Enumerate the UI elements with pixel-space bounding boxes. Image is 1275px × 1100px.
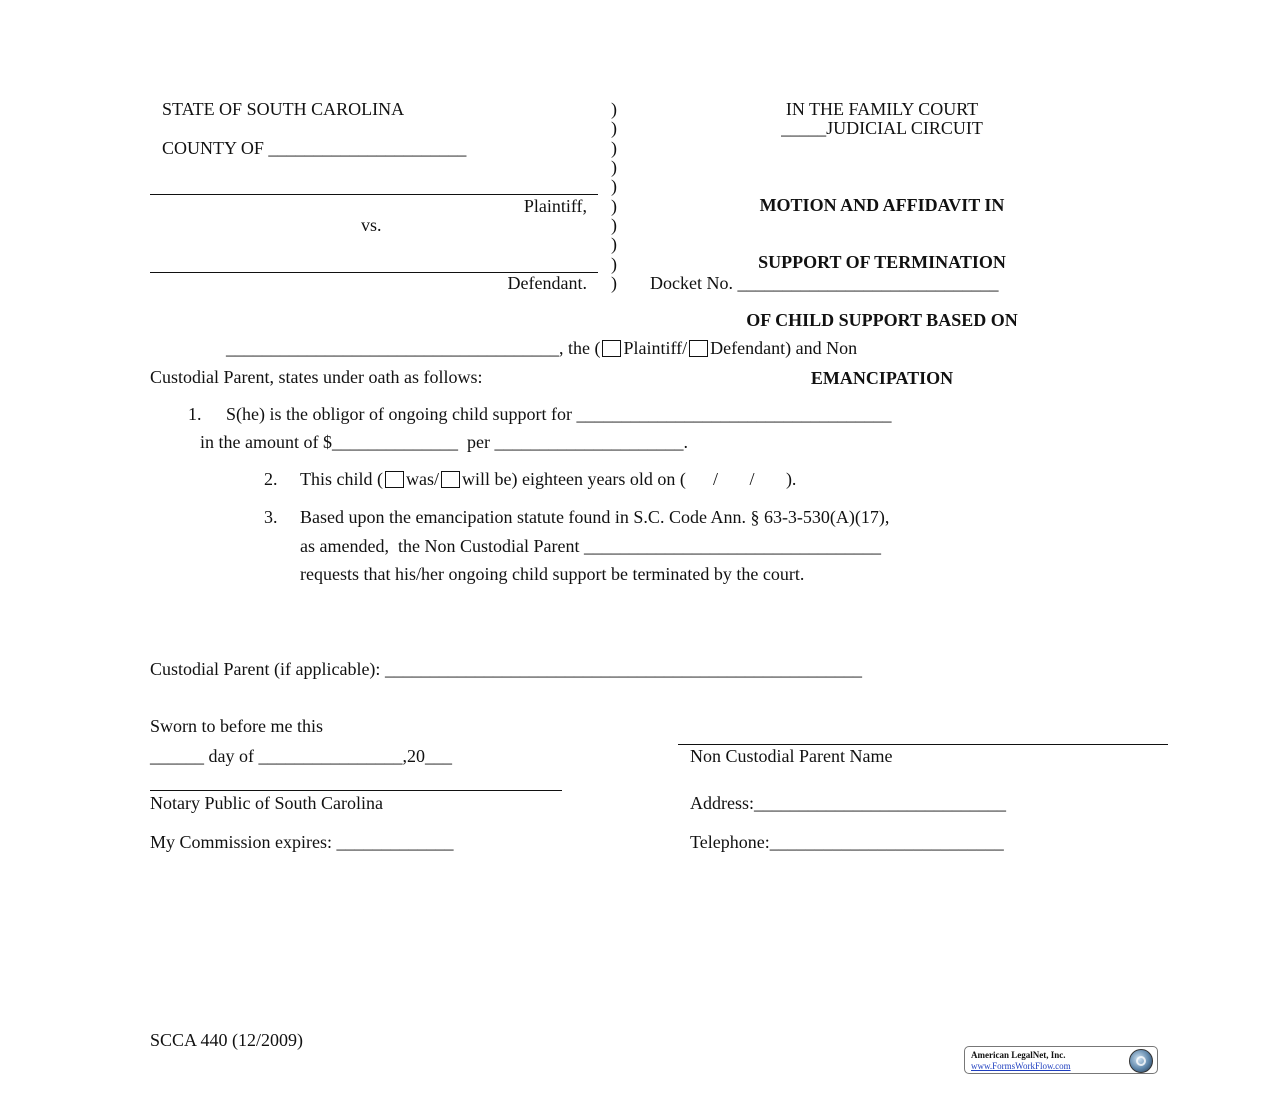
defendant-option-label: Defendant) and Non [710,338,858,358]
non-custodial-name-label: Non Custodial Parent Name [690,746,893,766]
sworn-date-field[interactable]: ______ day of ________________,20___ [150,746,452,766]
caption-paren: ) [611,157,617,177]
caption-paren: ) [611,118,617,138]
item-1-text: S(he) is the obligor of ongoing child support for [226,404,572,424]
county-label [162,138,466,158]
caption-paren: ) [611,196,617,216]
custodial-parent-label: Custodial Parent (if applicable): [150,659,381,679]
defendant-checkbox[interactable] [689,340,708,357]
docket-row [650,273,998,293]
plaintiff-checkbox[interactable] [602,340,621,357]
item-2-prefix: This child ( [300,469,383,489]
item-3-line-2 [300,536,881,556]
item-2-line [300,469,796,489]
vs-label: vs. [361,215,382,235]
amount-field[interactable]: ______________ [331,432,458,452]
intro-the: , the ( [559,338,601,358]
per-label: per [466,432,490,452]
caption-paren: ) [611,254,617,274]
telephone-row [690,832,1004,852]
caption-paren: ) [611,138,617,158]
was-label: was/ [406,469,439,489]
intro-line-2: Custodial Parent, states under oath as follows: [150,367,483,387]
item-1-line-2 [200,432,688,452]
commission-row [150,832,454,852]
commission-label: My Commission expires: [150,832,333,852]
child-names-field[interactable]: ___________________________________ [576,404,892,424]
item-2-number: 2. [264,469,278,489]
intro-line [226,338,857,358]
caption-paren: ) [611,176,617,196]
title-line: MOTION AND AFFIDAVIT IN [759,194,1005,215]
address-label: Address: [690,793,754,813]
address-field[interactable]: ____________________________ [754,793,1006,813]
caption-paren: ) [611,215,617,235]
custodial-parent-signature-field[interactable]: _____________________________________________________ [384,659,862,679]
commission-expires-field[interactable]: _____________ [336,832,454,852]
sworn-label: Sworn to before me this [150,716,323,736]
state-label: STATE OF SOUTH CAROLINA [162,99,405,119]
will-be-checkbox[interactable] [441,471,460,488]
form-id: SCCA 440 (12/2009) [150,1030,304,1050]
caption-paren: ) [611,273,617,293]
logo-company-name: American LegalNet, Inc. [971,1050,1066,1060]
will-be-label: will be) eighteen years old on ( [462,469,686,489]
defendant-label: Defendant. [507,273,587,293]
item-3-line-2-label: as amended, the Non Custodial Parent [300,536,580,556]
plaintiff-label: Plaintiff, [523,196,587,216]
custodial-parent-row [150,659,862,679]
plaintiff-option-label: Plaintiff/ [623,338,688,358]
title-line: EMANCIPATION [810,368,954,389]
caption-paren: ) [611,234,617,254]
plaintiff-name-line[interactable] [150,194,598,195]
american-legalnet-logo[interactable] [964,1046,1158,1074]
title-line: OF CHILD SUPPORT BASED ON [746,310,1018,331]
title-line: SUPPORT OF TERMINATION [758,252,1006,273]
item-3-line-1: Based upon the emancipation statute found in S.C. Code Ann. § 63-3-530(A)(17), [300,507,890,527]
non-custodial-signature-line[interactable] [678,744,1168,745]
item-3-line-3: requests that his/her ongoing child support be terminated by the court. [300,564,805,584]
notary-title: Notary Public of South Carolina [150,793,383,813]
notary-signature-line[interactable] [150,790,562,791]
globe-icon [1129,1049,1153,1073]
telephone-label: Telephone: [690,832,770,852]
address-row [690,793,1006,813]
non-custodial-parent-field[interactable]: _________________________________ [583,536,881,556]
county-label-text: COUNTY OF [162,138,264,158]
per-period-field[interactable]: _____________________. [494,432,688,452]
affiant-name-field[interactable]: _____________________________________ [226,338,559,358]
was-checkbox[interactable] [385,471,404,488]
court-label: IN THE FAMILY COURT [785,99,979,119]
birthday-date-field[interactable]: / / ). [685,469,797,489]
docket-number-field[interactable]: _____________________________ [737,273,999,293]
telephone-field[interactable]: __________________________ [769,832,1004,852]
item-1-line [226,404,891,424]
amount-label: in the amount of $ [200,432,332,452]
item-3-number: 3. [264,507,278,527]
judicial-circuit-field[interactable]: _____JUDICIAL CIRCUIT [781,118,983,138]
docket-label: Docket No. [650,273,733,293]
logo-website-link[interactable]: www.FormsWorkFlow.com [971,1061,1071,1071]
caption-paren: ) [611,99,617,119]
item-1-number: 1. [188,404,202,424]
county-field[interactable]: ______________________ [268,138,467,158]
